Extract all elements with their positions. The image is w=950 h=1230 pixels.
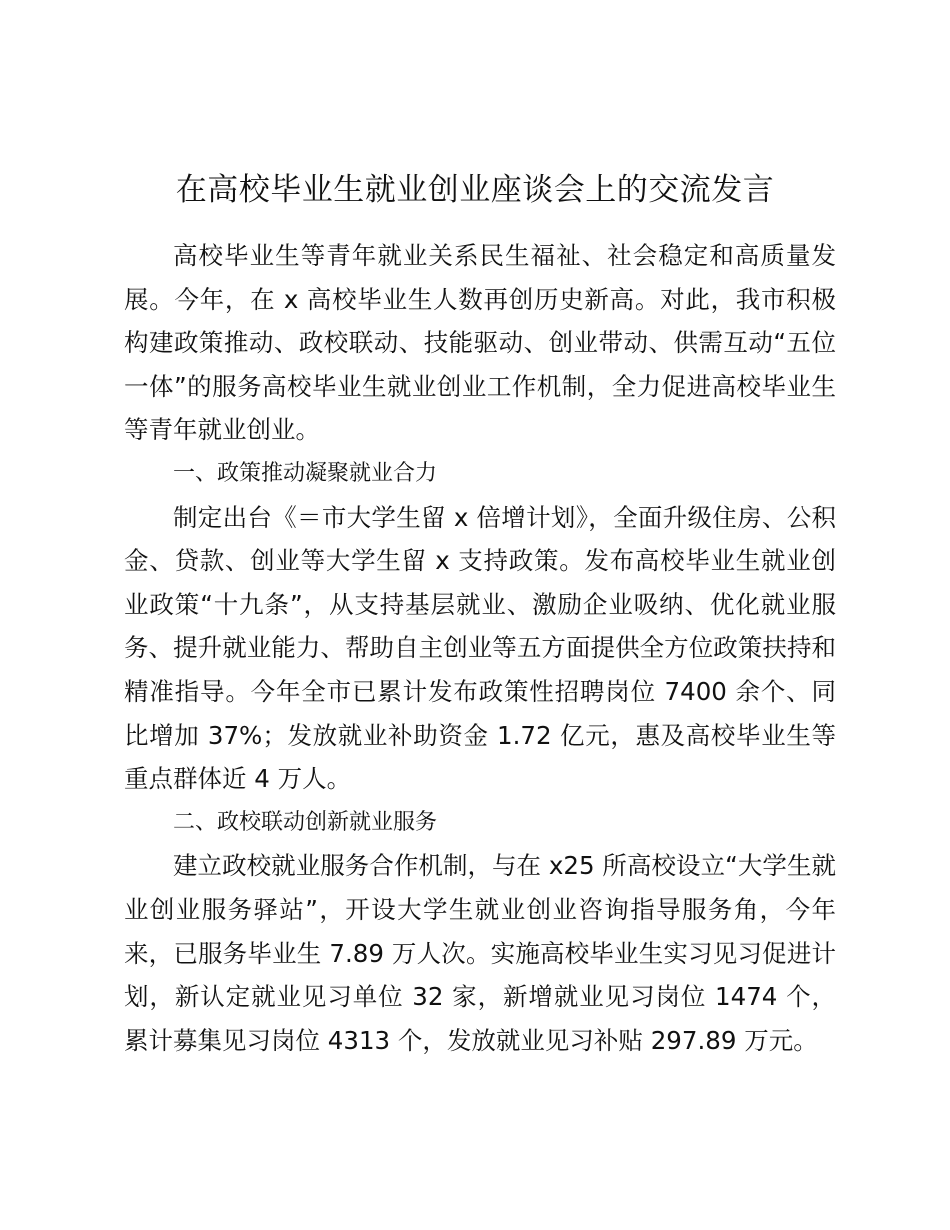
section-heading-school-cooperation: 二、政校联动创新就业服务 [173,809,438,835]
paragraph-policy: 制定出台《＝市大学生留 x 倍增计划》，全面升级住房、公积金、贷款、创业等大学生留 x 支持政策。发布高校毕业生就业创业政策“十九条”，从支持基层就业、激励企业吸纳、优化就业服务、提升就业能力、帮助自主创业等五方面提供全方位政策扶持和精准指导。今年全市已累计发布政策性招聘岗位 7400 余个、同比增加 37%；发放就业补助资金 1.72 亿元，惠及高校毕业生等重点群体近 4 万人。 [124,502,836,794]
section-heading-policy: 一、政策推动凝聚就业合力 [173,460,438,486]
paragraph-intro: 高校毕业生等青年就业关系民生福祉、社会稳定和高质量发展。今年，在 x 高校毕业生人数再创历史新高。对此，我市积极构建政策推动、政校联动、技能驱动、创业带动、供需互动“五位一体”的服务高校毕业生就业创业工作机制，全力促进高校毕业生等青年就业创业。 [124,241,836,445]
paragraph-school-cooperation: 建立政校就业服务合作机制，与在 x25 所高校设立“大学生就业创业服务驿站”，开设大学生就业创业咨询指导服务角，今年来，已服务毕业生 7.89 万人次。实施高校毕业生实习见习促进计划，新认定就业见习单位 32 家，新增就业见习岗位 1474 个，累计募集见习岗位 4313 个，发放就业见习补贴 297.89 万元。 [124,851,836,1055]
document-title: 在高校毕业生就业创业座谈会上的交流发言 [175,172,775,208]
document-body [124,234,836,1062]
